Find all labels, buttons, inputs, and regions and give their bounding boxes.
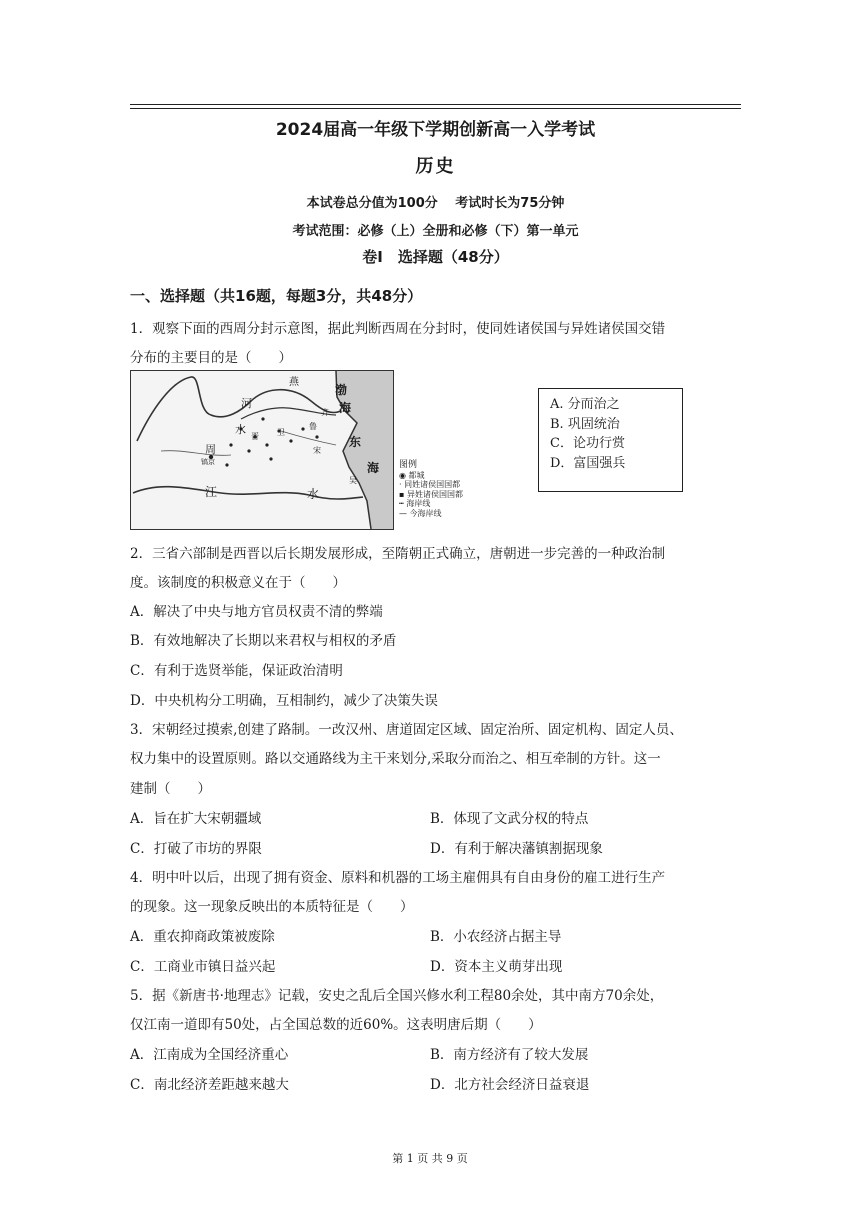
q2-option-d: D．中央机构分工明确，互相制约，减少了决策失误 [130,693,438,709]
q1-option-a: A. 分而治之 [550,397,620,412]
q1-line-1: 1．观察下面的西周分封示意图，据此判断西周在分封时，使同姓诸侯国与异姓诸侯国交错 [130,321,666,337]
map-label-lu: 鲁 [309,422,317,431]
q5-line-1: 5．据《新唐书·地理志》记载，安史之乱后全国兴修水利工程80余处，其中南方70余处， [130,988,664,1004]
section-title: 一、选择题（共16题，每题3分，共48分） [130,287,423,305]
top-rule-2 [130,108,741,109]
map-label-wu: 吴 [349,476,357,485]
q1-line-2: 分布的主要目的是（ ） [130,350,292,366]
map-label-hai: 海 [367,461,380,475]
exam-title: 2024届高一年级下学期创新高一入学考试 [275,120,596,140]
legend-item-same-surname: · 同姓诸侯国国都 [399,480,461,489]
part-title: 卷Ⅰ 选择题（48分） [362,248,509,266]
legend-item-coastline: ┅ 海岸线 [399,499,431,508]
map-label-yan: 燕 [289,377,299,388]
q3-line-2: 权力集中的设置原则。路以交通路线为主干来划分,采取分而治之、相互牵制的方针。这一 [130,751,661,767]
q1-option-d: D．富国强兵 [550,455,626,471]
q3-line-3: 建制（ ） [130,781,211,797]
map-label-bohai-2: 海 [339,401,352,415]
q2-option-b: B．有效地解决了长期以来君权与相权的矛盾 [130,633,397,649]
exam-info-score-time: 本试卷总分值为100分 考试时长为75分钟 [306,196,565,211]
map-drawing [131,371,393,529]
map-label-shui-south: 水 [307,487,320,501]
q4-line-1: 4．明中叶以后，出现了拥有资金、原料和机器的工场主雇佣具有自由身份的雇工进行生产 [130,870,666,886]
subject-title: 历史 [415,156,456,177]
q3-option-d: D．有利于解决藩镇割据现象 [430,841,603,857]
map-label-shui-north: 水 [235,423,246,436]
map-label-bohai-1: 渤 [335,383,348,397]
q2-line-2: 度。该制度的积极意义在于（ ） [130,575,346,591]
q4-line-2: 的现象。这一现象反映出的本质特征是（ ） [130,899,414,915]
map-label-haojing: 镐京 [201,458,215,466]
legend-item-modern-coastline: — 今海岸线 [399,508,442,518]
map-label-song: 宋 [313,446,321,455]
q4-option-c: C．工商业市镇日益兴起 [130,959,276,975]
legend-item-diff-surname: ▪ 异姓诸侯国国都 [399,489,463,499]
q4-option-a: A．重农抑商政策被废除 [130,929,275,945]
q5-option-d: D．北方社会经济日益衰退 [430,1077,590,1093]
map-label-jin: 晋 [251,432,259,441]
map-label-zhou: 周 [205,443,216,456]
top-rule-1 [130,104,741,105]
map-label-dong: 东 [349,435,362,449]
map-label-he: 河 [241,397,252,410]
map-legend [399,461,487,518]
page-footer: 第 1 页 共 9 页 [392,1152,468,1165]
q5-option-a: A．江南成为全国经济重心 [130,1047,289,1063]
q3-line-1: 3．宋朝经过摸索,创建了路制。一改汉州、唐道固定区域、固定治所、固定机构、固定人员、 [130,722,683,738]
western-zhou-enfeoffment-map [130,370,463,530]
q1-option-b: B. 巩固统治 [550,416,620,432]
q2-option-c: C．有利于选贤举能，保证政治清明 [130,663,343,679]
q3-option-a: A．旨在扩大宋朝疆域 [130,811,262,827]
legend-title: 图例 [399,460,418,470]
q2-option-a: A．解决了中央与地方官员权责不清的弊端 [130,604,383,620]
map-label-jiang: 江 [205,485,218,499]
q1-option-c: C．论功行赏 [550,436,625,451]
q4-option-d: D．资本主义萌芽出现 [430,959,563,975]
map-label-wei: 卫 [277,428,285,437]
q1-options-box [538,388,683,492]
q2-line-1: 2．三省六部制是西晋以后长期发展形成，至隋朝正式确立，唐朝进一步完善的一种政治制 [130,546,666,562]
legend-item-capital: ◉ 都城 [399,470,425,480]
q5-line-2: 仅江南一道即有50处，占全国总数的近60%。这表明唐后期（ ） [130,1017,542,1033]
q3-option-c: C．打破了市坊的界限 [130,841,262,857]
exam-info-scope: 考试范围：必修（上）全册和必修（下）第一单元 [292,224,579,239]
q5-option-c: C．南北经济差距越来越大 [130,1077,289,1093]
q4-option-b: B．小农经济占据主导 [430,929,562,945]
map-label-qi: 齐 [321,408,329,417]
q3-option-b: B．体现了文武分权的特点 [430,811,589,827]
q5-option-b: B．南方经济有了较大发展 [430,1047,589,1063]
